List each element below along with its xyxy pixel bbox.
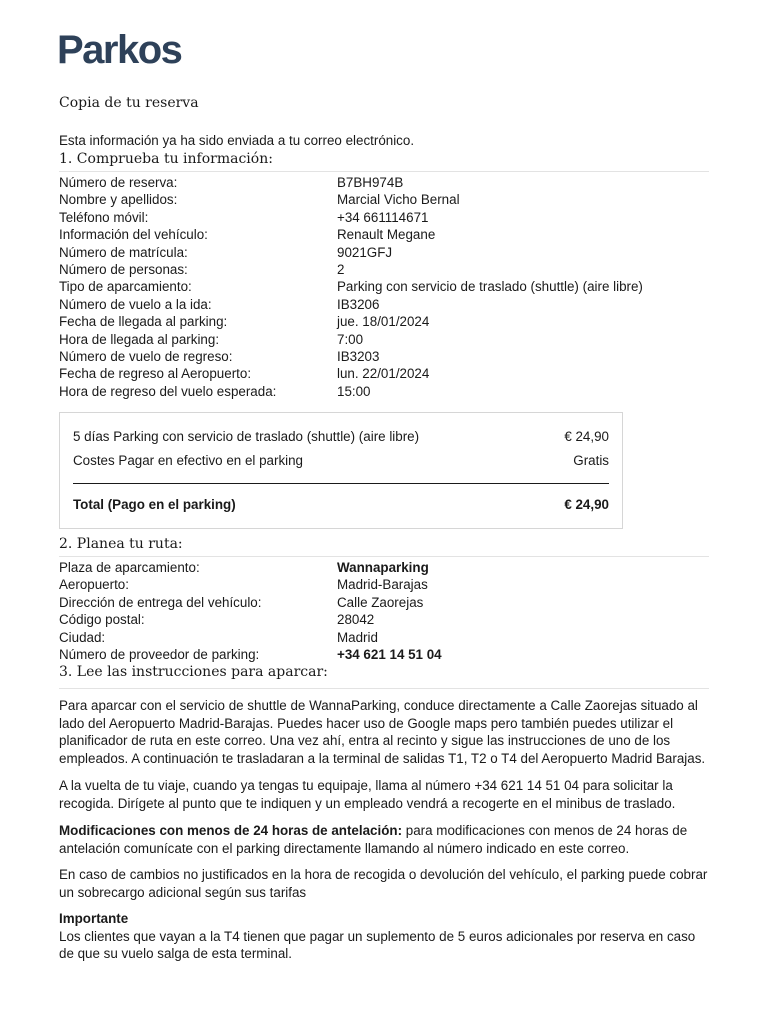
route-value: Calle Zaorejas bbox=[337, 594, 424, 610]
modifications-heading: Modificaciones con menos de 24 horas de antelación: bbox=[59, 823, 403, 838]
detail-value: 7:00 bbox=[337, 331, 364, 347]
important-heading: Importante bbox=[59, 911, 129, 926]
detail-label: Información del vehículo: bbox=[59, 227, 208, 243]
detail-row bbox=[59, 261, 709, 278]
detail-label: Fecha de regreso al Aeropuerto: bbox=[59, 366, 252, 382]
route-row bbox=[59, 594, 709, 611]
route-value: +34 621 14 51 04 bbox=[337, 646, 442, 662]
route-value: Wannaparking bbox=[337, 560, 429, 575]
route-row bbox=[59, 576, 709, 593]
detail-value: Parking con servicio de traslado (shuttle) (aire libre) bbox=[337, 279, 643, 295]
price-divider bbox=[73, 483, 609, 484]
detail-value: +34 661114671 bbox=[337, 209, 429, 225]
detail-label: Fecha de llegada al parking: bbox=[59, 314, 228, 330]
route-row bbox=[59, 629, 709, 646]
detail-label: Número de reserva: bbox=[59, 175, 178, 190]
detail-value: Renault Megane bbox=[337, 227, 436, 243]
detail-value: lun. 22/01/2024 bbox=[337, 366, 430, 382]
modifications-text: para modificaciones con menos de 24 horas de antelación comunícate con el parking directamente llamando al número indicado en este correo. bbox=[59, 823, 688, 856]
route-label: Código postal: bbox=[59, 612, 145, 628]
price-line bbox=[73, 429, 609, 444]
detail-row bbox=[59, 191, 709, 208]
detail-label: Nombre y apellidos: bbox=[59, 192, 178, 208]
route-label: Número de proveedor de parking: bbox=[59, 646, 260, 662]
price-summary-box bbox=[59, 412, 623, 529]
price-line-label: 5 días Parking con servicio de traslado (shuttle) (aire libre) bbox=[73, 429, 420, 444]
route-label: Dirección de entrega del vehículo: bbox=[59, 594, 262, 610]
booking-details bbox=[59, 174, 709, 400]
detail-value: 9021GFJ bbox=[337, 244, 393, 260]
return-instructions bbox=[59, 777, 709, 812]
price-line-label: Costes Pagar en efectivo en el parking bbox=[73, 453, 304, 468]
detail-value: Marcial Vicho Bernal bbox=[337, 192, 460, 208]
route-row bbox=[59, 559, 709, 576]
price-line-value: Gratis bbox=[573, 453, 609, 468]
detail-label: Hora de llegada al parking: bbox=[59, 331, 220, 347]
detail-row bbox=[59, 365, 709, 382]
detail-row bbox=[59, 313, 709, 330]
detail-row bbox=[59, 383, 709, 400]
route-label: Plaza de aparcamiento: bbox=[59, 560, 200, 575]
detail-value: 2 bbox=[337, 261, 345, 277]
intro-text: Esta información ya ha sido enviada a tu correo electrónico. bbox=[59, 133, 415, 148]
section-3-title: 3. Lee las instrucciones para aparcar: bbox=[59, 664, 709, 689]
detail-row bbox=[59, 331, 709, 348]
route-label: Ciudad: bbox=[59, 629, 106, 645]
detail-value: jue. 18/01/2024 bbox=[337, 314, 430, 330]
route-label: Aeropuerto: bbox=[59, 577, 129, 593]
price-line-value: € 24,90 bbox=[564, 429, 609, 444]
route-value: Madrid-Barajas bbox=[337, 577, 428, 593]
important-note bbox=[59, 910, 709, 963]
detail-row bbox=[59, 209, 709, 226]
route-row bbox=[59, 611, 709, 628]
detail-value: IB3203 bbox=[337, 348, 380, 364]
detail-label: Número de matrícula: bbox=[59, 244, 188, 260]
detail-label: Hora de regreso del vuelo esperada: bbox=[59, 383, 277, 399]
price-total-label: Total (Pago en el parking) bbox=[73, 497, 236, 512]
section-2-title: 2. Planea tu ruta: bbox=[59, 536, 709, 557]
route-row bbox=[59, 646, 709, 663]
price-total-value: € 24,90 bbox=[564, 497, 609, 512]
detail-label: Teléfono móvil: bbox=[59, 209, 149, 225]
modifications-note bbox=[59, 822, 709, 857]
detail-value: B7BH974B bbox=[337, 175, 404, 190]
route-value: 28042 bbox=[337, 612, 375, 628]
detail-row bbox=[59, 348, 709, 365]
section-1-title: 1. Comprueba tu información: bbox=[59, 151, 709, 172]
parking-instructions bbox=[59, 697, 709, 767]
instructions-paragraph: En caso de cambios no justificados en la hora de recogida o devolución del vehículo, el parking puede cobrar un sobrecargo adicional según sus tarifas bbox=[59, 867, 708, 900]
detail-row bbox=[59, 226, 709, 243]
important-text: Los clientes que vayan a la T4 tienen que pagar un suplemento de 5 euros adicionales por reserva en caso de que su vuelo salga de esta terminal. bbox=[59, 928, 696, 962]
route-value: Madrid bbox=[337, 629, 378, 645]
detail-value: IB3206 bbox=[337, 296, 380, 312]
instructions-paragraph: Para aparcar con el servicio de shuttle de WannaParking, conduce directamente a Calle Zaorejas situado al lado del Aeropuerto Madrid-Barajas. Puedes hacer uso de Google maps pero también puedes utilizar el planificador de ruta en este correo. Una vez ahí, entra al recinto y sigue las instrucciones de uno de los empleados. A continuación te trasladaran a la terminal de salidas T1, T2 o T4 del Aeropuerto Madrid Barajas. bbox=[59, 698, 706, 766]
detail-row bbox=[59, 296, 709, 313]
detail-label: Número de personas: bbox=[59, 261, 188, 277]
price-total bbox=[73, 497, 609, 512]
instructions-paragraph: A la vuelta de tu viaje, cuando ya tengas tu equipaje, llama al número +34 621 14 51 04 para solicitar la recogida. Dirígete al punto que te indiquen y un empleado vendrá a recogerte en el minibus de traslado. bbox=[59, 778, 676, 811]
page-subtitle: Copia de tu reserva bbox=[59, 95, 199, 111]
detail-label: Número de vuelo a la ida: bbox=[59, 296, 212, 312]
parkos-logo: Parkos bbox=[57, 28, 182, 72]
price-line bbox=[73, 453, 609, 468]
detail-row bbox=[59, 278, 709, 295]
detail-row bbox=[59, 174, 709, 191]
detail-label: Número de vuelo de regreso: bbox=[59, 348, 233, 364]
detail-label: Tipo de aparcamiento: bbox=[59, 279, 192, 295]
detail-value: 15:00 bbox=[337, 383, 371, 399]
detail-row bbox=[59, 244, 709, 261]
surcharge-note bbox=[59, 866, 709, 901]
route-details bbox=[59, 559, 709, 663]
